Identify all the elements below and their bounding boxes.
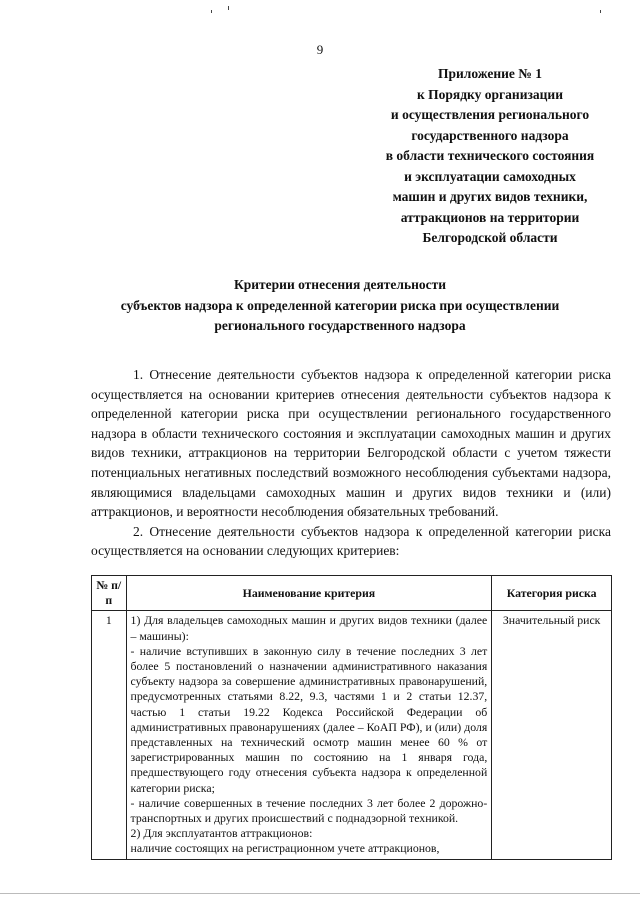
appendix-line: к Порядку организации — [417, 86, 563, 102]
appendix-line: в области технического состояния — [385, 148, 595, 163]
criteria-item: - наличие вступивших в законную силу в течение последних 3 лет более 5 постановлений о назначении административного наказания субъекту надзора за совершение административных правонарушений, предусмотренных статьями 8.22, 9.3, частями 1 и 2 статьи 12.37, частью 1 статьи 19.22 Кодекса Российской Федерации об административных правонарушениях (далее – КоАП РФ), и (или) доля представленных на технический осмотр машин менее 60 % от зарегистрированных машин по состоянию на 1 января года, предшествующего году отнесения субъекта надзора к определенной категории риска; — [130, 643, 488, 795]
appendix-heading — [350, 64, 630, 249]
header-category: Категория риска — [492, 576, 612, 611]
scan-mark — [211, 10, 212, 13]
cell-criteria — [126, 611, 492, 859]
appendix-line: и эксплуатации самоходных — [404, 168, 576, 184]
scan-mark — [228, 6, 229, 10]
appendix-line: Приложение № 1 — [438, 66, 542, 81]
scan-mark — [600, 10, 601, 13]
appendix-line: машин и других видов техники, — [392, 189, 588, 204]
page-number: 9 — [316, 42, 324, 57]
table-row — [92, 611, 612, 859]
criteria-table — [91, 575, 612, 860]
criteria-title-line: субъектов надзора к определенной категории риска при осуществлении — [120, 297, 560, 313]
cell-num: 1 — [92, 611, 127, 859]
paragraph: 1. Отнесение деятельности субъектов надзора к определенной категории риска осуществляется на основании критериев отнесения деятельности субъектов надзора к определенной категории риска при осуществлении регионального государственного надзора в области технического состояния и эксплуатации самоходных машин и других видов техники, аттракционов на территории Белгородской области с учетом тяжести потенциальных негативных последствий возможного несоблюдения субъектами надзора, являющимися владельцами самоходных машин и других видов техники и (или) аттракционов, и вероятности несоблюдения обязательных требований. — [91, 367, 611, 520]
table-header-row — [92, 576, 612, 611]
body-text — [91, 365, 611, 561]
criteria-item: наличие состоящих на регистрационном учете аттракционов, — [130, 841, 440, 856]
cell-category: Значительный риск — [492, 611, 612, 859]
header-name: Наименование критерия — [126, 576, 492, 611]
criteria-item: 2) Для эксплуатантов аттракционов: — [130, 826, 313, 841]
paragraph: 2. Отнесение деятельности субъектов надзора к определенной категории риска осуществляется на основании следующих критериев: — [91, 523, 611, 559]
appendix-line: аттракционов на территории — [400, 209, 580, 225]
criteria-item: 1) Для владельцев самоходных машин и других видов техники (далее – машины): — [130, 613, 488, 643]
criteria-title-line: Критерии отнесения деятельности — [233, 277, 447, 292]
criteria-title — [40, 275, 640, 337]
appendix-line: Белгородской области — [422, 230, 558, 245]
scan-edge — [0, 893, 640, 894]
criteria-item: - наличие совершенных в течение последних 3 лет более 2 дорожно-транспортных и других происшествий с поднадзорной техникой. — [130, 795, 488, 826]
appendix-line: государственного надзора — [411, 127, 569, 143]
appendix-line: и осуществления регионального — [390, 107, 590, 122]
header-num: № п/п — [92, 576, 127, 611]
criteria-title-line: регионального государственного надзора — [214, 318, 466, 333]
